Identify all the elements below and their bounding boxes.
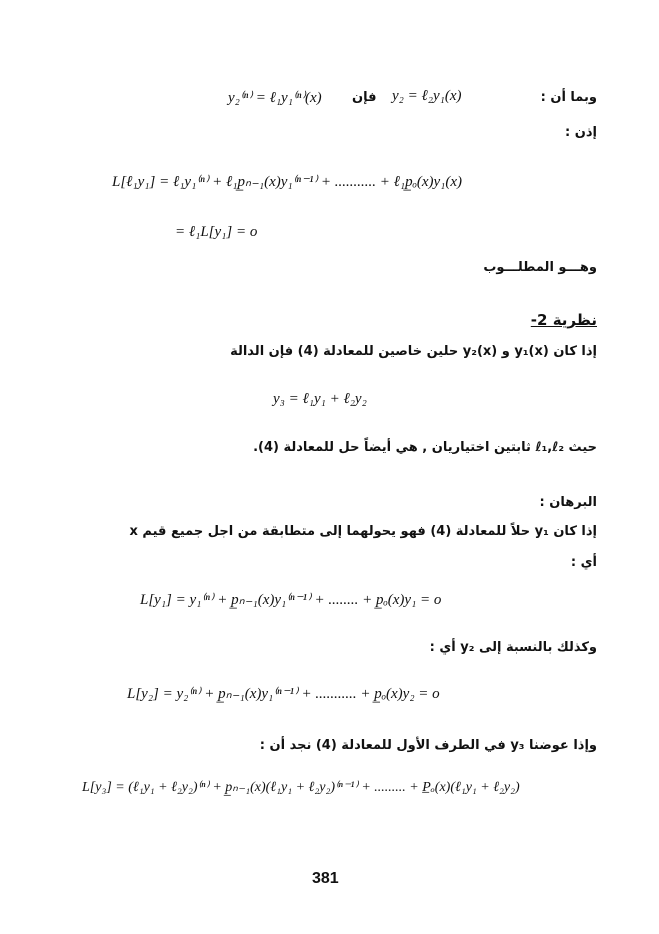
theorem-text-1: إذا كان y₁(x) و y₂(x) حلين خاصين للمعادلة (4) فإن الدالة xyxy=(230,344,597,359)
theorem-text-2: حيث ℓ₁,ℓ₂ ثابتين اختياريان , هي أيضاً حل للمعادلة (4). xyxy=(253,440,597,455)
required-statement: وهـــو المطلـــوب xyxy=(483,260,597,275)
theorem-title: نظرية 2- xyxy=(530,311,597,329)
equation-y2-derivative: y₂⁽ⁿ⁾ = ℓ₁y₁⁽ⁿ⁾(x) xyxy=(228,90,322,106)
line-since-label: وبما أن : xyxy=(540,90,597,105)
equation-result: = ℓ₁L[y₁] = o xyxy=(175,224,258,240)
equation-y3: y₃ = ℓ₁y₁ + ℓ₂y₂ xyxy=(273,391,367,407)
proof-text-3: وكذلك بالنسبة إلى y₂ أي : xyxy=(429,640,597,655)
line-then-label: فإن xyxy=(352,90,377,105)
proof-text-1: إذا كان y₁ حلاً للمعادلة (4) فهو يحولهما إلى متطابقة من اجل جميع قيم x xyxy=(129,524,597,539)
equation-L-y2: L[y₂] = y₂⁽ⁿ⁾ + p̲ₙ₋₁(x)y₁⁽ⁿ⁻¹⁾ + ........... + p̲ₒ(x)y₂ = o xyxy=(127,686,440,702)
page-number: 381 xyxy=(312,870,339,887)
equation-L-y3: L[y₃] = (ℓ₁y₁ + ℓ₂y₂)⁽ⁿ⁾ + p̲ₙ₋₁(x)(ℓ₁y₁ + ℓ₂y₂)⁽ⁿ⁻¹⁾ + ......... + P̲ₒ(x)(ℓ₁y₁ + ℓ₂y₂) xyxy=(82,780,520,795)
equation-L-y1: L[y₁] = y₁⁽ⁿ⁾ + p̲ₙ₋₁(x)y₁⁽ⁿ⁻¹⁾ + ........ + p̲ₒ(x)y₁ = o xyxy=(140,592,442,608)
line-therefore-label: إذن : xyxy=(565,125,597,140)
equation-y2: y₂ = ℓ₂y₁(x) xyxy=(392,88,462,104)
proof-text-2: أي : xyxy=(570,555,597,570)
proof-title: البرهان : xyxy=(539,495,597,510)
equation-L-l1y1: L[ℓ₁y₁] = ℓ₁y₁⁽ⁿ⁾ + ℓ₁p̲ₙ₋₁(x)y₁⁽ⁿ⁻¹⁾ + ........... + ℓ₁p̲ₒ(x)y₁(x) xyxy=(112,174,463,190)
proof-text-4: وإذا عوضنا y₃ في الطرف الأول للمعادلة (4) نجد أن : xyxy=(259,738,597,753)
